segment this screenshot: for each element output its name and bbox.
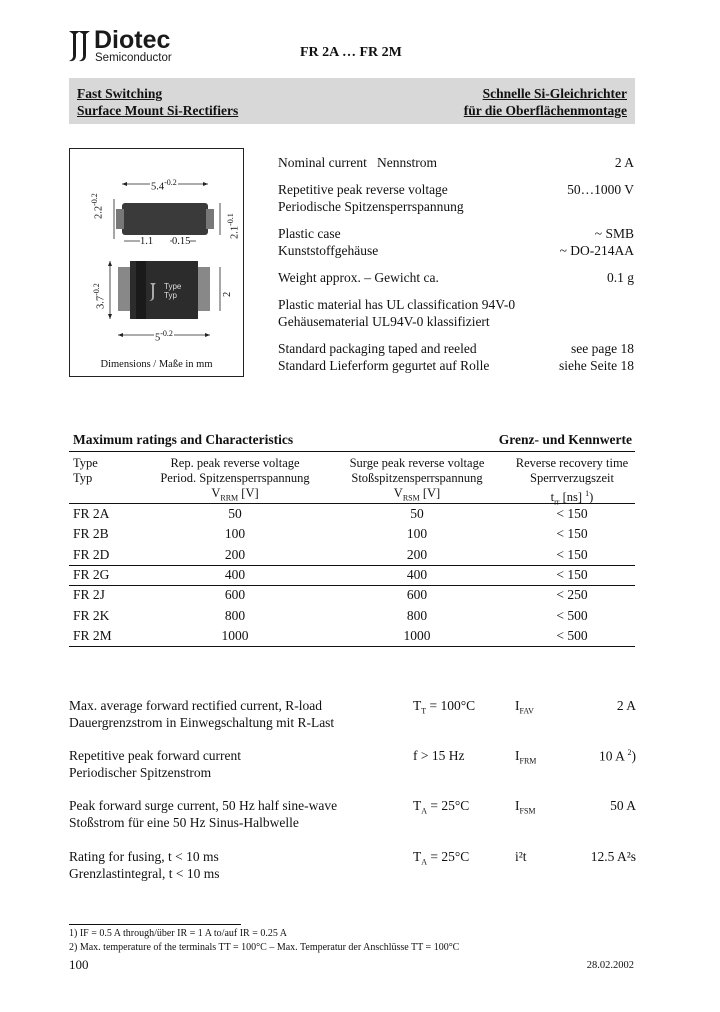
elec-label-en: Max. average forward rectified current, R-load [69,698,322,713]
spec-label-de: Kunststoffgehäuse [278,243,379,258]
table-row [0,565,720,585]
footnote-2-text: 2) Max. temperature of the terminals TT = 100°C – Max. Temperatur der Anschlüsse TT = 100°C [69,942,460,953]
ratings-title-en: Maximum ratings and Characteristics [73,432,294,447]
trr-sub: rr [554,497,560,507]
row-type: FR 2K [73,607,110,623]
elec-symbol [515,748,536,766]
row-vrrm: 200 [224,546,246,562]
spec-label-de: Periodische Spitzensperrspannung [278,199,464,214]
spec-repetitive-voltage [278,181,634,215]
spec-label: Plastic material has UL classification 94V-0 [278,297,516,312]
elec-symbol [515,698,534,716]
trr-symbol: $t_{rr}$ [ns] $^1$) [550,489,594,507]
vrsm-sub: RSM [402,493,420,503]
elec-sym-sub: FSM [519,806,536,816]
elec-condition [413,849,469,867]
spec-label-de: Nennstrom [376,155,437,170]
elec-sym: I [515,698,520,713]
row-vrrm: 800 [224,607,246,623]
row-trr: < 150 [556,546,588,562]
ratings-title-de: Grenz- und Kennwerte [498,432,632,447]
dim-top-tol: -0.2 [164,178,177,187]
elec-value-text: 12.5 A²s [590,849,636,864]
row-vrsm: 200 [406,546,428,562]
row-trr: < 150 [556,526,588,542]
row-vrrm: 100 [224,526,246,542]
banner-en-line2: Surface Mount Si-Rectifiers [77,103,239,118]
spec-value-de: ~ DO-214AA [559,243,634,258]
cond-value: = 25°C [430,849,470,864]
table-row [0,504,720,524]
spec-packaging [278,340,634,374]
trr-header-de: Sperrverzugszeit [530,471,614,485]
cond-sub: A [421,857,428,867]
row-vrrm: 1000 [221,627,249,643]
dim-right [226,213,241,239]
vrrm-header-de: Period. Spitzensperrspannung [160,471,310,485]
cond-sub: T [421,706,427,716]
elec-symbol [515,849,527,867]
elec-label-en: Rating for fusing, t < 10 ms [69,849,219,864]
footnote-2 [69,941,459,954]
elec-label-de: Grenzlastintegral, t < 10 ms [69,866,220,881]
footnote-1 [69,927,287,940]
vrsm-unit: [V] [422,486,441,500]
elec-sym: I [515,798,520,813]
trr-note: 1 [585,489,590,498]
brand-logo [66,28,192,68]
table-bottom-rule [69,646,635,647]
banner-de-line1: Schnelle Si-Gleichrichter [482,86,627,101]
row-type: FR 2B [73,526,109,542]
cond-value: > 15 Hz [420,748,465,763]
elec-condition [413,748,464,766]
elec-label-en: Repetitive peak forward current [69,748,242,763]
vrsm-sym: V [393,486,403,500]
table-row [0,524,720,544]
spec-weight [278,269,634,286]
spec-value: 0.1 g [607,270,634,285]
page-number: 100 [69,957,89,972]
spec-value: ~ SMB [594,226,634,241]
spec-label-de: Standard Lieferform gegurtet auf Rolle [278,358,490,373]
table-row [0,585,720,605]
vrrm-sym: V [211,486,221,500]
vrrm-sub: RRM [220,493,239,503]
dim-height [92,283,107,309]
dim-left [90,193,105,219]
elec-sym: i²t [515,849,527,864]
dim-left-tol: -0.2 [90,193,99,206]
row-vrsm: 800 [406,607,428,623]
cond-value: = 100°C [429,698,476,713]
elec-label-de: Stoßstrom für eine 50 Hz Sinus-Halbwelle [69,815,299,830]
dim-lead: 1.1 [140,236,154,247]
elec-sym-sub: FAV [519,706,534,716]
page-title: FR 2A … FR 2M [300,45,402,60]
col-vrsm-header [322,456,512,506]
dim-bottom [154,329,174,344]
brand-sub: Semiconductor [95,52,172,64]
elec-sym-sub: FRM [519,756,537,766]
col-type-header [73,456,98,486]
row-type: FR 2M [73,627,112,643]
type-marking [164,282,181,300]
dim-height-value: 3.7 [95,295,107,309]
elec-value-text: 2 A [616,698,636,713]
row-type: FR 2A [73,506,110,521]
type-line1: Type [164,282,182,291]
dim-top [150,178,178,193]
dim-right-value: 2.1 [229,225,241,239]
doc-date: 28.02.2002 [586,960,634,971]
dim-thick: 0.15 [172,236,191,247]
elec-value [610,798,636,814]
footnote-1-text: 1) IF = 0.5 A through/über IR = 1 A to/auf IR = 0.25 A [69,928,288,939]
title-banner [69,78,635,124]
elec-value [591,849,636,865]
col-vrrm-header [140,456,330,506]
table-row [0,626,720,646]
col-trr-header [502,456,642,510]
row-vrsm: 400 [406,566,428,582]
vrrm-header-en: Rep. peak reverse voltage [170,456,300,470]
row-type: FR 2J [73,587,105,603]
dim-height-tol: -0.2 [92,283,101,296]
dim-top-value: 5.4 [151,181,165,193]
table-row [0,545,720,565]
package-diagram [69,148,244,377]
row-trr: < 150 [556,566,588,582]
spec-value-de: siehe Seite 18 [559,358,634,373]
row-vrrm: 600 [224,587,246,603]
spec-nominal-current [278,154,634,171]
row-vrrm: 50 [228,506,242,521]
dim-bottom-value: 5 [155,332,161,344]
table-top-rule [69,451,635,452]
row-vrsm: 1000 [403,627,431,643]
row-vrsm: 100 [406,526,428,542]
spec-label: Nominal current [278,155,367,170]
vrsm-header-en: Surge peak reverse voltage [349,456,485,470]
spec-label: Standard packaging taped and reeled [278,341,477,356]
elec-label-de: Periodischer Spitzenstrom [69,765,212,780]
row-trr: < 500 [556,607,588,623]
elec-sym: I [515,748,520,763]
trr-sym: t [550,490,555,505]
vrrm-unit: [V] [241,486,259,500]
brand-name: Diotec [94,26,171,54]
type-header-en: Type [73,456,98,470]
cond-value: = 25°C [430,798,470,813]
row-type: FR 2D [73,546,110,562]
spec-label-de: Gehäusematerial UL94V-0 klassifiziert [278,314,490,329]
row-vrsm: 50 [410,506,424,521]
row-trr: < 150 [556,506,588,521]
dim-bottom-tol: -0.2 [160,329,173,338]
elec-value-text: 50 A [610,798,636,813]
row-trr: < 500 [556,627,588,643]
dim-left-value: 2.2 [93,205,105,219]
elec-value-text: 10 A [598,748,625,764]
cond-symbol: T [413,698,422,713]
elec-value [599,748,636,765]
row-type: FR 2G [73,566,110,582]
spec-ul-classification [278,296,634,330]
spec-value: 50…1000 V [567,182,634,197]
dim-right-tol: -0.1 [226,213,235,226]
elec-value [617,698,636,714]
spec-value: 2 A [614,155,634,170]
diagram-caption: Dimensions / Maße in mm [100,359,213,370]
banner-de-line2: für die Oberflächenmontage [463,103,627,118]
type-header-de: Typ [73,471,93,485]
elec-symbol [515,798,536,816]
spec-plastic-case [278,225,634,259]
cond-symbol: f [413,748,418,763]
trr-unit: [ns] [562,490,583,505]
banner-en-line1: Fast Switching [77,86,163,101]
row-vrsm: 600 [406,587,428,603]
elec-condition [413,798,469,816]
diotec-logo-icon [66,28,92,64]
type-line2: Typ [164,291,177,300]
table-row [0,606,720,626]
footnote-rule [69,924,241,925]
cond-symbol: T [413,849,422,864]
cond-sub: A [421,806,428,816]
row-vrrm: 400 [224,566,246,582]
cond-symbol: T [413,798,422,813]
elec-label-en: Peak forward surge current, 50 Hz half sine-wave [69,798,338,813]
trr-header-en: Reverse recovery time [515,456,629,470]
spec-value: see page 18 [571,341,634,356]
row-trr: < 250 [556,587,588,603]
spec-label: Repetitive peak reverse voltage [278,182,448,197]
spec-label: Weight approx. – Gewicht ca. [278,270,439,285]
vrsm-header-de: Stoßspitzensperrspannung [351,471,483,485]
elec-condition [413,698,475,716]
dim-side: 2 [222,291,233,297]
spec-label: Plastic case [278,226,341,241]
elec-label-de: Dauergrenzstrom in Einwegschaltung mit R-Last [69,715,335,730]
elec-value-note: 2 [627,748,632,757]
elec-value-tail: ) [631,748,636,764]
